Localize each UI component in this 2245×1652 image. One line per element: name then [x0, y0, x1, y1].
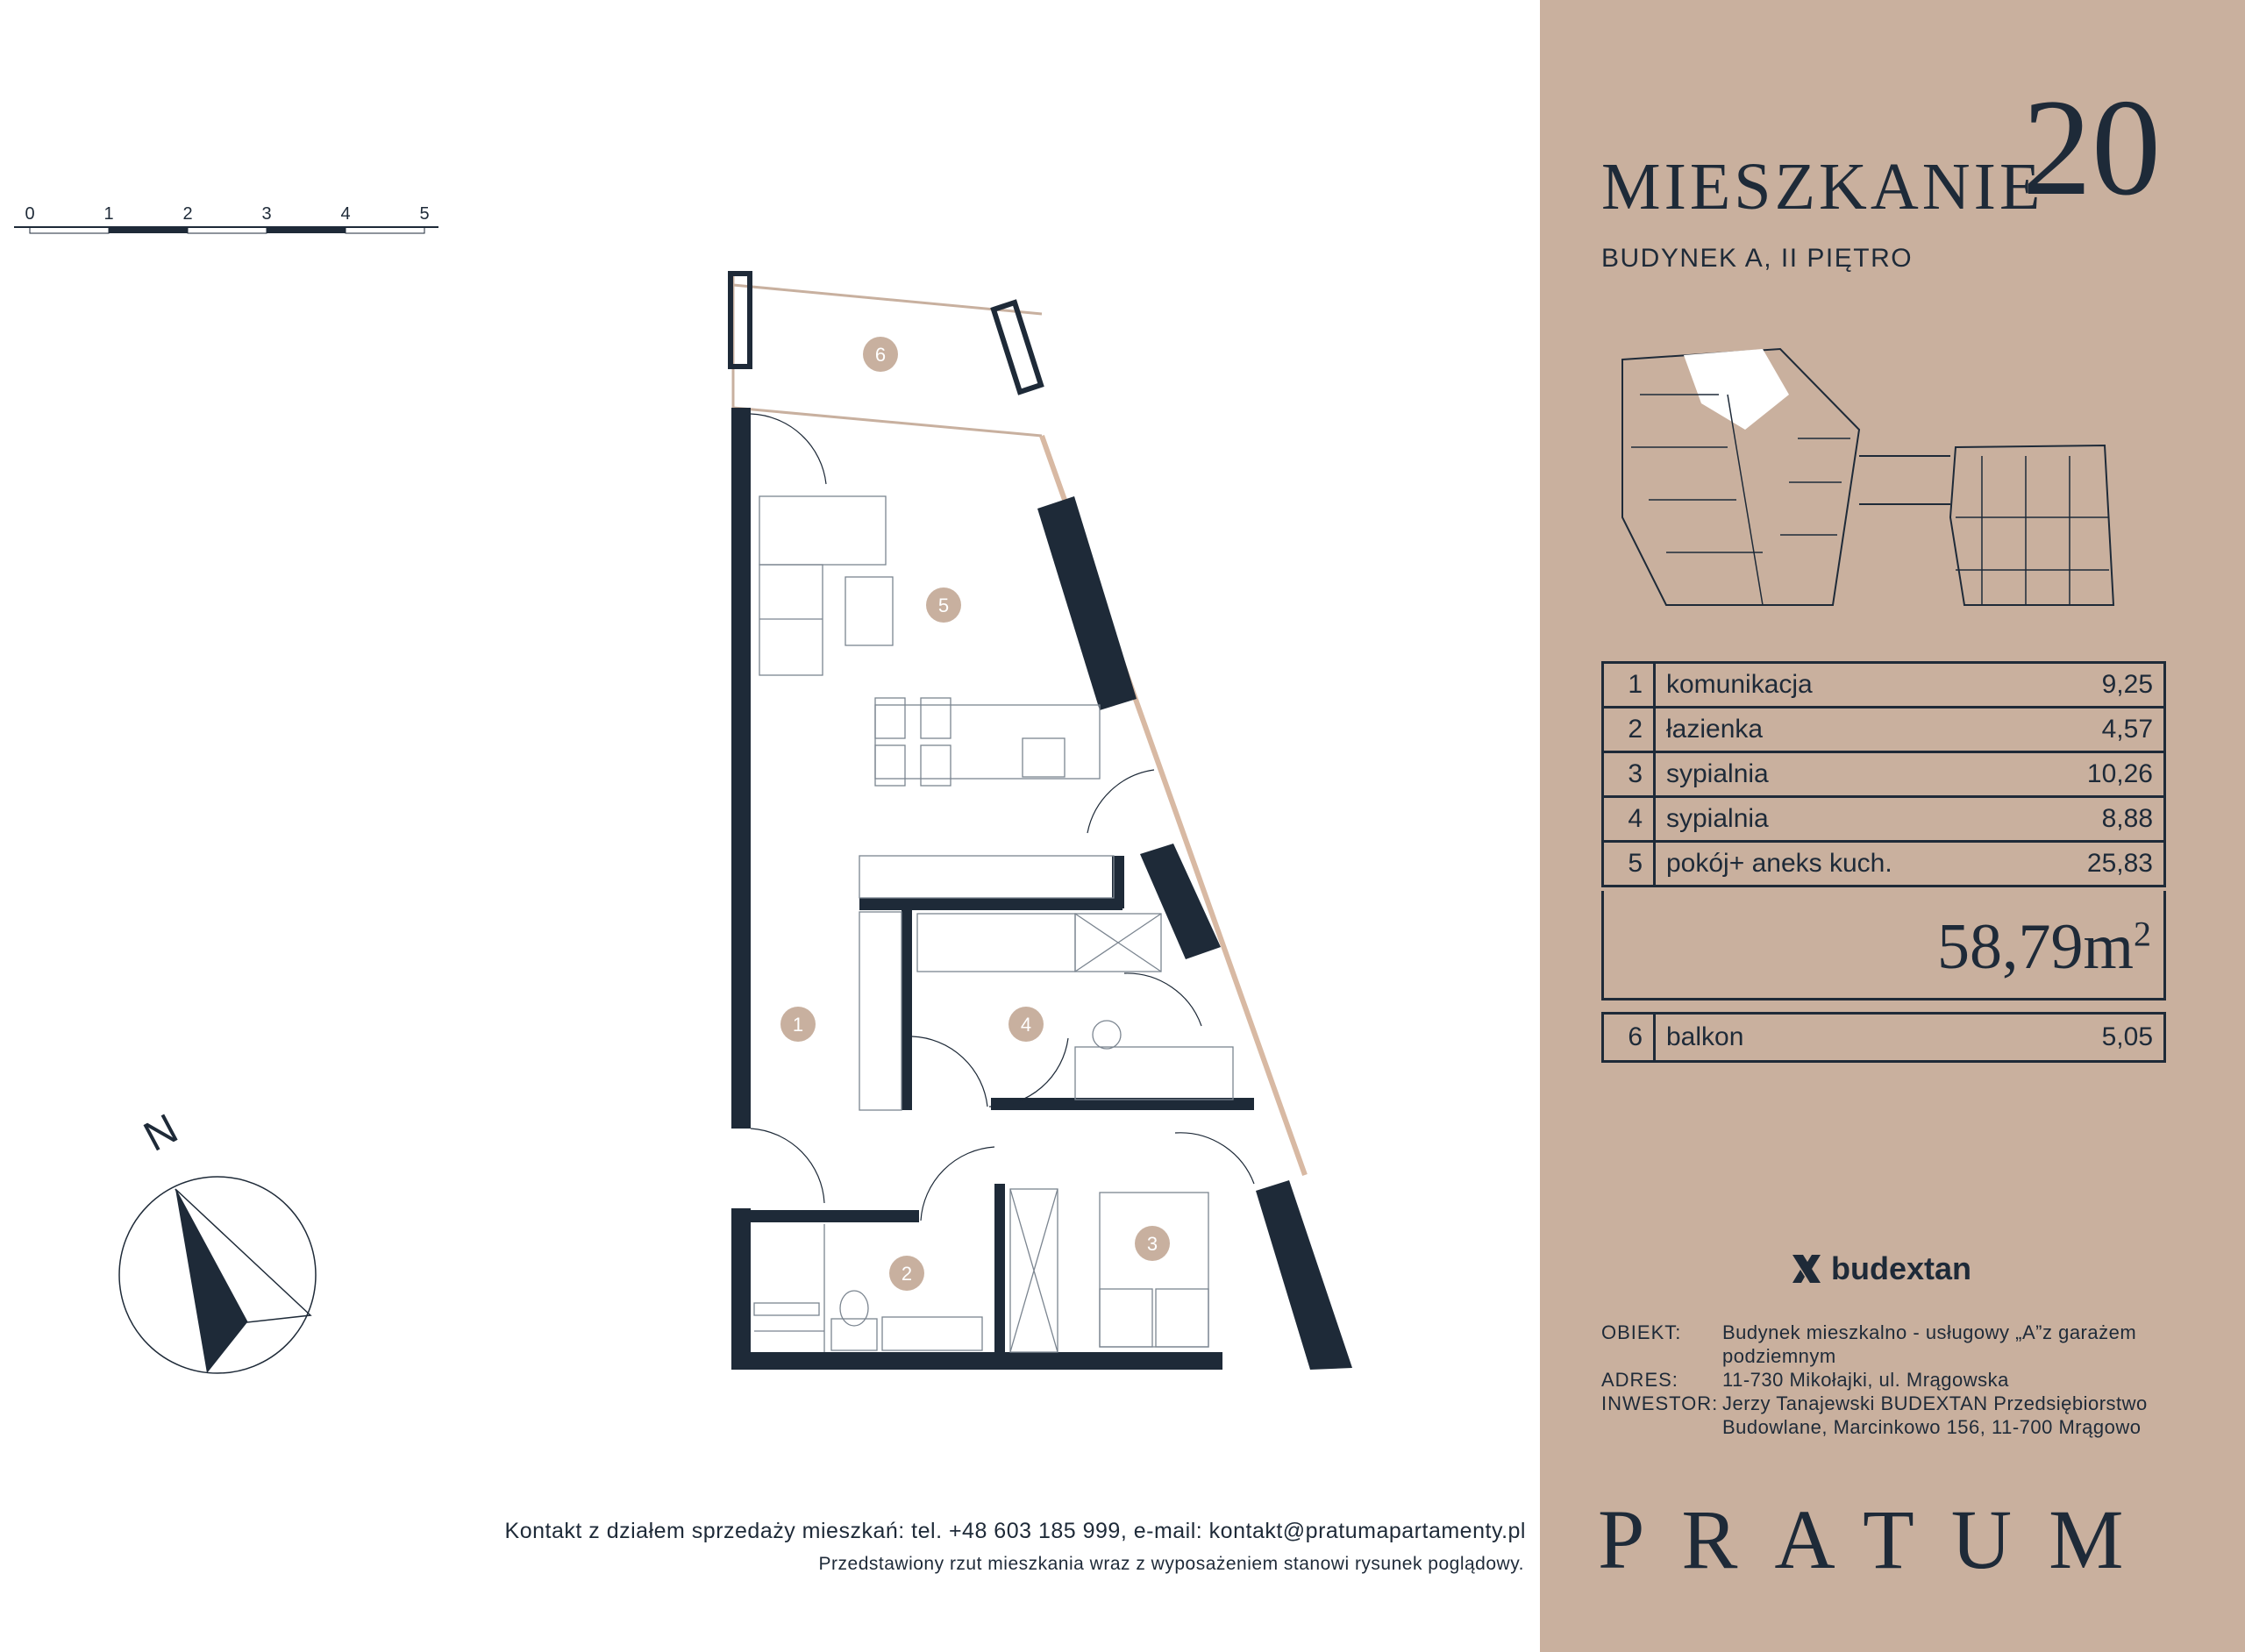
- info-key: OBIEKT:: [1601, 1321, 1682, 1343]
- room-area: 10,26: [2031, 752, 2165, 797]
- room-badge-6: 6: [874, 344, 887, 366]
- developer-logo: [1789, 1250, 1971, 1287]
- info-row: [1601, 1368, 2178, 1392]
- scale-tick-label: 1: [103, 204, 114, 224]
- info-row: [1601, 1321, 2178, 1368]
- room-number: 5: [1603, 842, 1655, 887]
- building-floor: BUDYNEK A, II PIĘTRO: [1601, 244, 1914, 273]
- total-area-value: 58,79m: [1936, 911, 2134, 983]
- table-row: [1603, 842, 2165, 887]
- apartment-number: 20: [2022, 71, 2161, 224]
- disclaimer: Przedstawiony rzut mieszkania wraz z wyposażeniem stanowi rysunek poglądowy.: [818, 1554, 1524, 1574]
- room-name: pokój+ aneks kuch.: [1655, 842, 2031, 887]
- table-row: [1603, 1014, 2165, 1062]
- room-number: 2: [1603, 708, 1655, 752]
- north-compass-icon: [119, 1106, 316, 1373]
- info-value: 11-730 Mikołajki, ul. Mrągowska: [1722, 1369, 2009, 1391]
- room-badge-5: 5: [937, 595, 950, 616]
- apartment-title: MIESZKANIE: [1601, 150, 2044, 224]
- scale-tick-label: 5: [419, 204, 430, 224]
- scale-tick-label: 3: [261, 204, 272, 224]
- room-name: sypialnia: [1655, 752, 2031, 797]
- info-row: [1601, 1392, 2178, 1439]
- room-area: 9,25: [2031, 663, 2165, 708]
- room-name: komunikacja: [1655, 663, 2031, 708]
- info-key: ADRES:: [1601, 1369, 1678, 1391]
- table-row: [1603, 797, 2165, 842]
- balcony-table: [1601, 1012, 2166, 1063]
- table-row: [1603, 708, 2165, 752]
- building-key-plan: [1614, 342, 2175, 614]
- total-area: [1937, 910, 2151, 985]
- table-row: [1603, 663, 2165, 708]
- developer-name: budextan: [1831, 1250, 1972, 1286]
- balcony-area: 5,05: [1949, 1014, 2165, 1062]
- info-value: Jerzy Tanajewski BUDEXTAN Przedsiębiorstwo Budowlane, Marcinkowo 156, 11-700 Mrągowo: [1722, 1392, 2148, 1438]
- pratum-logo: PRATUM: [1598, 1492, 2161, 1586]
- info-key: INWESTOR:: [1601, 1392, 1719, 1414]
- info-value: Budynek mieszkalno - usługowy „A”z garażem podziemnym: [1722, 1321, 2137, 1367]
- table-row: [1603, 752, 2165, 797]
- room-badge-1: 1: [792, 1014, 804, 1036]
- room-area: 25,83: [2031, 842, 2165, 887]
- room-badge-3: 3: [1146, 1233, 1158, 1255]
- sales-contact: Kontakt z działem sprzedaży mieszkań: tel. +48 603 185 999, e-mail: kontakt@pratumapartamenty.pl: [504, 1519, 1526, 1543]
- budextan-x-icon: [1789, 1251, 1824, 1286]
- total-area-box: [1601, 891, 2166, 1000]
- room-name: łazienka: [1655, 708, 2031, 752]
- scale-tick-label: 4: [340, 204, 351, 224]
- scale-tick-label: 2: [182, 204, 193, 224]
- room-badge-2: 2: [901, 1263, 913, 1285]
- room-number: 3: [1603, 752, 1655, 797]
- north-label: N: [136, 1105, 186, 1161]
- room-number: 4: [1603, 797, 1655, 842]
- project-info: [1601, 1321, 2178, 1439]
- scale-bar: [14, 204, 438, 233]
- room-table: [1601, 661, 2166, 887]
- total-area-unit-exponent: 2: [2134, 914, 2151, 954]
- room-badges: [780, 337, 1170, 1291]
- room-badge-4: 4: [1020, 1014, 1032, 1036]
- room-area: 8,88: [2031, 797, 2165, 842]
- room-area: 4,57: [2031, 708, 2165, 752]
- room-number: 1: [1603, 663, 1655, 708]
- scale-tick-label: 0: [25, 204, 35, 224]
- balcony-number: 6: [1603, 1014, 1655, 1062]
- balcony-name: balkon: [1655, 1014, 1949, 1062]
- room-name: sypialnia: [1655, 797, 2031, 842]
